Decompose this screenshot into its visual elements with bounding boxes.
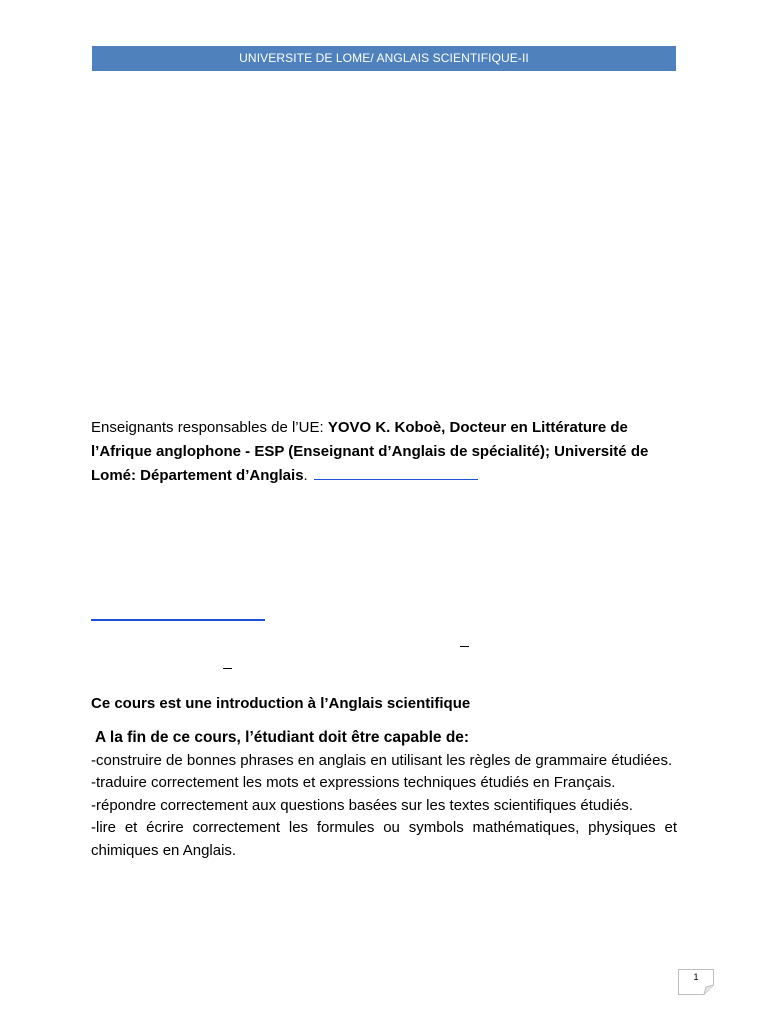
instructors-label: Enseignants responsables de l’UE: [91,419,328,436]
header-banner [92,46,676,71]
objective-item: -construire de bonnes phrases en anglais en utilisant les règles de grammaire étudiées. [91,751,673,769]
instructors-paragraph [91,416,677,488]
objectives-section [91,727,677,862]
course-intro: Ce cours est une introduction à l’Anglais scientifique [91,695,471,712]
page-number: 1 [693,972,699,982]
dash-mark [460,646,469,647]
instructors-period: . [303,467,308,484]
objective-item: -traduire correctement les mots et expressions techniques étudiés en Français. [91,774,616,791]
objective-item: -répondre correctement aux questions basées sur les textes scientifiques étudiés. [91,796,633,814]
objectives-title: A la fin de ce cours, l’étudiant doit être capable de: [95,729,470,746]
blank-underline [314,465,478,480]
dash-mark-2 [223,668,232,669]
instructors-details: YOVO K. Koboè, Docteur en Littérature de l’Afrique anglophone - ESP (Enseignant d’Anglais de spécialité); Université de Lomé: Département d’Anglais [91,419,649,484]
blank-underline-2 [91,619,265,621]
objective-item: -lire et écrire correctement les formules ou symbols mathématiques, physiques et chimiques en Anglais. [91,819,677,859]
header-title: UNIVERSITE DE LOME/ ANGLAIS SCIENTIFIQUE-II [239,51,529,65]
